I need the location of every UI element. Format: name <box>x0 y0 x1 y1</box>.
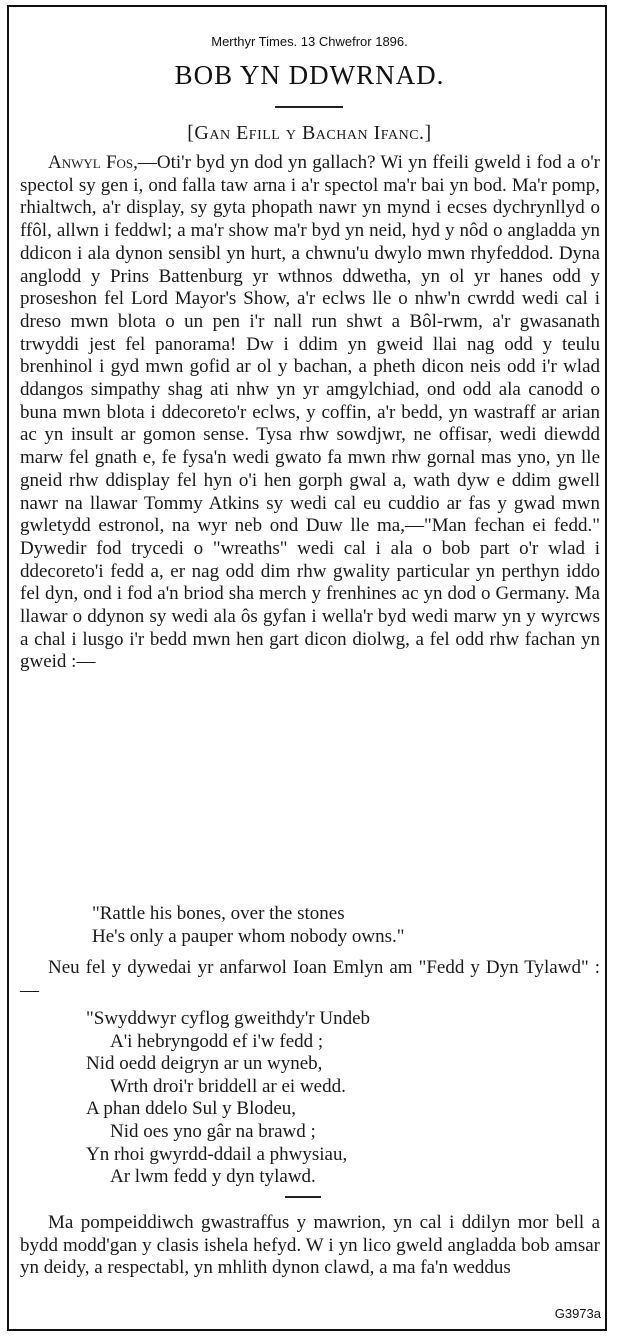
verse-2 <box>86 1008 370 1189</box>
paragraph-1 <box>20 152 600 674</box>
verse-1-line-1: "Rattle his bones, over the stones <box>92 903 345 924</box>
source-citation: Merthyr Times. 13 Chwefror 1896. <box>211 34 408 49</box>
verse-2-line-5: A phan ddelo Sul y Blodeu, <box>86 1098 297 1120</box>
verse-2-line-1: "Swyddwyr cyflog gweithdy'r Undeb <box>86 1008 370 1029</box>
paragraph-2: Neu fel y dywedai yr anfarwol Ioan Emlyn am "Fedd y Dyn Tylawd" :— <box>20 957 600 1001</box>
paragraph-3: Ma pompeiddiwch gwastraffus y mawrion, yn cal i ddilyn mor bell a bydd modd'gan y clasis ishela hefyd. W i yn lico gweld angladda bob amsar yn deidy, a respectabl, yn mhlith dynon clawd, a ma fa'n weddus <box>20 1212 600 1279</box>
article-byline: [Gan Efill y Bachan Ifanc.] <box>187 122 432 144</box>
reference-code: G3973a <box>554 1306 601 1321</box>
verse-1 <box>92 903 405 948</box>
article-headline: BOB YN DDWRNAD. <box>174 60 445 90</box>
verse-2-line-8: Ar lwm fedd y dyn tylawd. <box>110 1166 316 1188</box>
section-divider <box>285 1196 321 1198</box>
verse-1-line-2: He's only a pauper whom nobody owns." <box>92 925 405 947</box>
verse-2-line-7: Yn rhoi gwyrdd-ddail a phwysiau, <box>86 1143 348 1165</box>
verse-2-line-3: Nid oedd deigryn ar un wyneb, <box>86 1053 323 1075</box>
verse-2-line-6: Nid oes yno gâr na brawd ; <box>110 1120 316 1142</box>
salutation: Anwyl Fos, <box>48 152 138 173</box>
verse-2-line-4: Wrth droi'r briddell ar ei wedd. <box>110 1075 346 1097</box>
headline-divider <box>275 106 343 108</box>
paragraph-1-text: —Oti'r byd yn dod yn gallach? Wi yn ffeili gweld i fod a o'r spectol sy gen i, ond falla taw arna i a'r spectol ma'r bai yn bod. Ma'r pomp, rhialtwch, a'r display, sy gyta phopath nawr yn mynd i ecses dychrynllyd o ffôl, allwn i feddwl; a ma'r show ma'r byd yn neid, hyd y nôd o angladda yn ddicon i ala dynon sensibl yn hurt, a chwnu'u dwylo mwn rhyfeddod. Dyna anglodd y Prins Battenburg yr wthnos ddwetha, yn ol yr hanes odd y proseshon fel Lord Mayor's Show, a'r eclws lle o nhw'n cwrdd wedi cal i dreso mwn blota o un pen i'r nall run shwt a Bôl-rwm, a'r gwasanath trwyddi jest fel panorama! Dw i ddim yn gweid llai nag odd y teulu brenhinol i gyd mwn gofid ar ol y bachan, a pheth dicon neis odd i'r wlad ddangos simpathy shag ati nhw yn yr amgylchiad, ond odd ala canodd o buna mwn blota i ddecoreto'r eclws, y coffin, a'r bedd, yn wastraff ar arian ac yn insult ar gomon sense. Tysa rhw sowdjwr, ne offisar, wedi diewdd marw fel gnath e, fe fysa'n wedi gwato fa mwn rhw gornal mas yno, yn lle gneid rhw ddisplay fel hyn o'i hen gorph gwal a, wath dyw e ddim gwell nawr na llawar Tommy Atkins sy wedi cal eu cuddio ar fas y gwad mwn gwletydd estronol, na wyr neb ond Duw lle ma,—"Man fechan ei fedd." Dywedir fod trycedi o "wreaths" wedi cal i ala o bob part o'r wlad i ddecoreto'i fedd a, er nag odd dim rhw gwality particular yn perthyn iddo fel dyn, ond i fod a'n briod sha merch y frenhines ac yn dod o Germany. Ma llawar o ddynon sy wedi ala ôs gyfan i wella'r byd wedi marw yn y wyrcws a chal i lusgo i'r bedd mwn hen gart dicon diolwg, a fel odd rhw fachan yn gweid :— <box>20 152 600 673</box>
verse-2-line-2: A'i hebryngodd ef i'w fedd ; <box>110 1030 324 1052</box>
